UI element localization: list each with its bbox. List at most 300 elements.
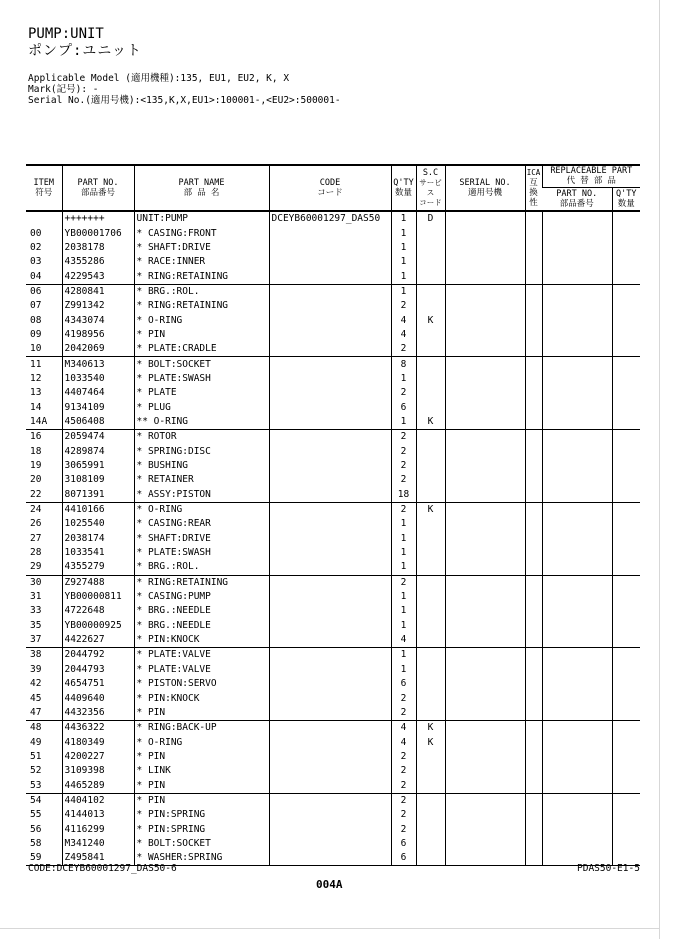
part-name-cell: * ASSY:PISTON [134, 488, 269, 503]
serial-no-cell [445, 211, 525, 226]
service-code-cell: D [416, 211, 445, 226]
item-cell [26, 211, 62, 226]
interchangeability-cell [525, 517, 542, 531]
interchangeability-cell [525, 793, 542, 808]
qty-cell: 6 [391, 851, 416, 866]
replaceable-part-no-cell [542, 648, 612, 663]
part-no-cell: 4200227 [62, 750, 134, 764]
replaceable-part-no-cell [542, 269, 612, 284]
page-title: PUMP:UNIT [28, 26, 104, 42]
service-code-cell [416, 604, 445, 618]
qty-cell: 1 [391, 372, 416, 386]
replaceable-qty-cell [612, 590, 640, 604]
replaceable-part-no-cell [542, 721, 612, 736]
serial-no-cell [445, 590, 525, 604]
part-name-cell: * PIN [134, 750, 269, 764]
part-name-cell: ** O-RING [134, 415, 269, 430]
qty-cell: 2 [391, 822, 416, 836]
code-cell [269, 400, 391, 414]
replaceable-qty-cell [612, 517, 640, 531]
code-cell [269, 502, 391, 517]
interchangeability-cell [525, 226, 542, 240]
qty-cell: 1 [391, 226, 416, 240]
qty-cell: 6 [391, 400, 416, 414]
qty-cell: 1 [391, 648, 416, 663]
interchangeability-cell [525, 633, 542, 648]
serial-no-cell [445, 372, 525, 386]
replaceable-part-no-cell [542, 459, 612, 473]
qty-cell: 2 [391, 445, 416, 459]
serial-no-cell [445, 357, 525, 372]
part-no-cell: 3108109 [62, 473, 134, 487]
replaceable-part-no-cell [542, 241, 612, 255]
page-title-japanese: ポンプ:ユニット [28, 43, 142, 59]
replaceable-qty-cell [612, 430, 640, 445]
col-replaceable-part-no: PART NO. 部品番号 [542, 187, 612, 211]
replaceable-qty-cell [612, 400, 640, 414]
qty-cell: 2 [391, 778, 416, 793]
serial-no-cell [445, 400, 525, 414]
item-cell: 55 [30, 809, 42, 821]
item-cell: 20 [30, 474, 42, 486]
item-cell: 28 [30, 547, 42, 559]
replaceable-qty-cell [612, 837, 640, 851]
part-name-cell: * RING:BACK-UP [134, 721, 269, 736]
qty-cell: 2 [391, 706, 416, 721]
interchangeability-cell [525, 502, 542, 517]
interchangeability-cell [525, 837, 542, 851]
table-row [26, 575, 640, 590]
service-code-cell [416, 575, 445, 590]
part-name-cell: * PIN [134, 706, 269, 721]
replaceable-qty-cell [612, 532, 640, 546]
qty-cell: 1 [391, 590, 416, 604]
serial-no-cell [445, 342, 525, 357]
part-no-cell: 4355279 [62, 560, 134, 575]
service-code-cell [416, 633, 445, 648]
code-cell [269, 793, 391, 808]
code-cell [269, 721, 391, 736]
service-code-cell [416, 226, 445, 240]
col-item: ITEM 符号 [26, 165, 62, 211]
code-cell [269, 255, 391, 269]
part-no-cell: 4144013 [62, 808, 134, 822]
code-cell [269, 663, 391, 677]
replaceable-part-no-cell [542, 502, 612, 517]
serial-no-cell [445, 851, 525, 866]
replaceable-qty-cell [612, 226, 640, 240]
part-no-cell: 4343074 [62, 313, 134, 327]
part-name-cell: * CASING:FRONT [134, 226, 269, 240]
serial-no-cell [445, 822, 525, 836]
replaceable-part-no-cell [542, 488, 612, 503]
replaceable-qty-cell [612, 372, 640, 386]
item-cell: 08 [30, 314, 42, 326]
replaceable-qty-cell [612, 445, 640, 459]
table-row [26, 633, 640, 648]
part-no-cell: 2042069 [62, 342, 134, 357]
part-name-cell: * BRG.:ROL. [134, 284, 269, 299]
part-name-cell: * PLATE:SWASH [134, 372, 269, 386]
interchangeability-cell [525, 604, 542, 618]
part-no-cell: 4654751 [62, 677, 134, 691]
code-cell [269, 560, 391, 575]
item-cell: 49 [30, 736, 42, 748]
part-name-cell: * PIN:KNOCK [134, 633, 269, 648]
replaceable-qty-cell [612, 633, 640, 648]
replaceable-part-no-cell [542, 822, 612, 836]
part-name-cell: * PIN [134, 328, 269, 342]
interchangeability-cell [525, 328, 542, 342]
part-no-cell: Z495841 [62, 851, 134, 866]
serial-no-cell [445, 648, 525, 663]
part-no-cell: 4506408 [62, 415, 134, 430]
part-no-cell: Z927488 [62, 575, 134, 590]
item-cell: 02 [30, 241, 42, 253]
part-name-cell: * RETAINER [134, 473, 269, 487]
interchangeability-cell [525, 706, 542, 721]
replaceable-part-no-cell [542, 590, 612, 604]
part-no-cell: 4410166 [62, 502, 134, 517]
table-row [26, 546, 640, 560]
code-cell [269, 299, 391, 313]
replaceable-part-no-cell [542, 575, 612, 590]
replaceable-qty-cell [612, 721, 640, 736]
item-cell: 30 [26, 575, 62, 590]
interchangeability-cell [525, 372, 542, 386]
part-name-cell: * O-RING [134, 313, 269, 327]
service-code-cell [416, 459, 445, 473]
item-cell: 10 [30, 343, 42, 355]
part-name-cell: * PIN [134, 778, 269, 793]
service-code-cell [416, 619, 445, 633]
table-row [26, 284, 640, 299]
code-cell [269, 750, 391, 764]
service-code-cell [416, 532, 445, 546]
code-cell [269, 546, 391, 560]
part-name-cell: * PLATE:SWASH [134, 546, 269, 560]
serial-no-cell [445, 517, 525, 531]
serial-no-cell [445, 706, 525, 721]
code-cell [269, 372, 391, 386]
service-code-cell [416, 473, 445, 487]
page-edge-right [659, 0, 660, 939]
item-cell: 06 [26, 284, 62, 299]
replaceable-qty-cell [612, 808, 640, 822]
serial-no-cell [445, 269, 525, 284]
replaceable-part-no-cell [542, 619, 612, 633]
serial-no-cell [445, 837, 525, 851]
service-code-cell [416, 750, 445, 764]
service-code-cell [416, 851, 445, 866]
replaceable-part-no-cell [542, 546, 612, 560]
serial-no-cell [445, 604, 525, 618]
item-cell: 54 [26, 793, 62, 808]
table-row [26, 808, 640, 822]
replaceable-qty-cell [612, 502, 640, 517]
mark-line: Mark(記号): - [28, 84, 99, 95]
table-row [26, 386, 640, 400]
qty-cell: 2 [391, 473, 416, 487]
col-replaceable-part: REPLACEABLE PART 代 替 部 品 [542, 165, 640, 187]
replaceable-qty-cell [612, 269, 640, 284]
serial-no-cell [445, 764, 525, 778]
service-code-cell [416, 648, 445, 663]
item-cell: 31 [30, 591, 42, 603]
serial-no-cell [445, 226, 525, 240]
part-name-cell: * PIN:SPRING [134, 808, 269, 822]
replaceable-qty-cell [612, 706, 640, 721]
service-code-cell [416, 837, 445, 851]
code-cell [269, 445, 391, 459]
part-no-cell: Z991342 [62, 299, 134, 313]
qty-cell: 6 [391, 837, 416, 851]
part-name-cell: * PLATE:CRADLE [134, 342, 269, 357]
code-cell [269, 357, 391, 372]
item-cell: 14A [30, 415, 48, 427]
table-row [26, 691, 640, 705]
qty-cell: 1 [391, 546, 416, 560]
serial-no-cell [445, 313, 525, 327]
qty-cell: 1 [391, 269, 416, 284]
qty-cell: 2 [391, 575, 416, 590]
service-code-cell [416, 822, 445, 836]
part-name-cell: * CASING:REAR [134, 517, 269, 531]
service-code-cell [416, 255, 445, 269]
code-cell [269, 459, 391, 473]
part-no-cell: M340613 [62, 357, 134, 372]
item-cell: 13 [30, 387, 42, 399]
code-cell [269, 430, 391, 445]
service-code-cell [416, 677, 445, 691]
replaceable-qty-cell [612, 299, 640, 313]
replaceable-part-no-cell [542, 532, 612, 546]
part-no-cell: +++++++ [62, 211, 134, 226]
col-replaceable-qty: Q'TY 数量 [612, 187, 640, 211]
part-no-cell: 2038178 [62, 241, 134, 255]
part-no-cell: 4465289 [62, 778, 134, 793]
qty-cell: 1 [391, 517, 416, 531]
service-code-cell [416, 269, 445, 284]
replaceable-qty-cell [612, 255, 640, 269]
item-cell: 04 [30, 270, 42, 282]
table-row [26, 793, 640, 808]
code-cell [269, 648, 391, 663]
part-name-cell: * LINK [134, 764, 269, 778]
service-code-cell [416, 284, 445, 299]
replaceable-qty-cell [612, 328, 640, 342]
service-code-cell [416, 430, 445, 445]
item-cell: 33 [30, 605, 42, 617]
part-name-cell: * PLUG [134, 400, 269, 414]
replaceable-part-no-cell [542, 677, 612, 691]
serial-no-cell [445, 633, 525, 648]
replaceable-part-no-cell [542, 328, 612, 342]
replaceable-part-no-cell [542, 255, 612, 269]
interchangeability-cell [525, 532, 542, 546]
table-row [26, 837, 640, 851]
serial-no-cell [445, 546, 525, 560]
col-interchangeability: ICA 互 換 性 [525, 165, 542, 211]
code-cell [269, 691, 391, 705]
service-code-cell [416, 357, 445, 372]
replaceable-part-no-cell [542, 560, 612, 575]
item-cell: 11 [26, 357, 62, 372]
serial-no-cell [445, 750, 525, 764]
part-no-cell: 4722648 [62, 604, 134, 618]
replaceable-qty-cell [612, 691, 640, 705]
part-name-cell: * BRG.:ROL. [134, 560, 269, 575]
replaceable-qty-cell [612, 386, 640, 400]
serial-no-cell [445, 619, 525, 633]
interchangeability-cell [525, 473, 542, 487]
table-row [26, 299, 640, 313]
item-cell: 48 [26, 721, 62, 736]
table-row [26, 619, 640, 633]
replaceable-part-no-cell [542, 357, 612, 372]
serial-no-cell [445, 473, 525, 487]
table-row [26, 560, 640, 575]
part-name-cell: * SPRING:DISC [134, 445, 269, 459]
part-no-cell: 3065991 [62, 459, 134, 473]
replaceable-part-no-cell [542, 299, 612, 313]
interchangeability-cell [525, 415, 542, 430]
replaceable-part-no-cell [542, 691, 612, 705]
serial-no-cell [445, 328, 525, 342]
part-name-cell: * SHAFT:DRIVE [134, 241, 269, 255]
item-cell: 52 [30, 765, 42, 777]
code-cell [269, 386, 391, 400]
code-cell [269, 590, 391, 604]
interchangeability-cell [525, 590, 542, 604]
part-no-cell: 4409640 [62, 691, 134, 705]
part-name-cell: * PIN [134, 793, 269, 808]
table-row [26, 648, 640, 663]
table-row [26, 372, 640, 386]
item-cell: 42 [30, 678, 42, 690]
replaceable-qty-cell [612, 488, 640, 503]
service-code-cell: K [416, 735, 445, 749]
qty-cell: 4 [391, 735, 416, 749]
code-cell [269, 706, 391, 721]
item-cell: 51 [30, 750, 42, 762]
serial-no-cell [445, 488, 525, 503]
part-no-cell: 9134109 [62, 400, 134, 414]
part-name-cell: * CASING:PUMP [134, 590, 269, 604]
code-cell [269, 735, 391, 749]
code-cell [269, 619, 391, 633]
qty-cell: 1 [391, 211, 416, 226]
serial-no-cell [445, 677, 525, 691]
interchangeability-cell [525, 575, 542, 590]
replaceable-part-no-cell [542, 415, 612, 430]
serial-no-cell [445, 793, 525, 808]
table-row [26, 822, 640, 836]
part-no-cell: 1025540 [62, 517, 134, 531]
part-no-cell: 2044793 [62, 663, 134, 677]
serial-no-cell [445, 241, 525, 255]
serial-line: Serial No.(適用号機):<135,K,X,EU1>:100001-,<EU2>:500001- [28, 95, 341, 106]
table-row [26, 445, 640, 459]
table-row [26, 241, 640, 255]
part-name-cell: * RACE:INNER [134, 255, 269, 269]
interchangeability-cell [525, 546, 542, 560]
replaceable-qty-cell [612, 211, 640, 226]
serial-no-cell [445, 386, 525, 400]
qty-cell: 2 [391, 386, 416, 400]
qty-cell: 2 [391, 808, 416, 822]
code-cell [269, 764, 391, 778]
table-row [26, 517, 640, 531]
part-no-cell: YB00001706 [62, 226, 134, 240]
replaceable-part-no-cell [542, 735, 612, 749]
replaceable-part-no-cell [542, 386, 612, 400]
qty-cell: 4 [391, 328, 416, 342]
code-cell [269, 415, 391, 430]
part-name-cell: * BRG.:NEEDLE [134, 604, 269, 618]
code-cell [269, 328, 391, 342]
replaceable-part-no-cell [542, 663, 612, 677]
interchangeability-cell [525, 822, 542, 836]
serial-no-cell [445, 778, 525, 793]
table-row [26, 400, 640, 414]
serial-no-cell [445, 502, 525, 517]
replaceable-part-no-cell [542, 604, 612, 618]
table-row [26, 590, 640, 604]
interchangeability-cell [525, 619, 542, 633]
interchangeability-cell [525, 299, 542, 313]
service-code-cell [416, 764, 445, 778]
service-code-cell [416, 342, 445, 357]
part-name-cell: * BOLT:SOCKET [134, 357, 269, 372]
applicable-model: Applicable Model (適用機種):135, EU1, EU2, K, X [28, 73, 290, 84]
code-cell [269, 241, 391, 255]
service-code-cell: K [416, 415, 445, 430]
part-name-cell: * O-RING [134, 502, 269, 517]
item-cell: 27 [30, 532, 42, 544]
interchangeability-cell [525, 764, 542, 778]
col-part-no: PART NO. 部品番号 [62, 165, 134, 211]
table-row [26, 735, 640, 749]
table-row [26, 415, 640, 430]
col-part-name: PART NAME 部 品 名 [134, 165, 269, 211]
serial-no-cell [445, 560, 525, 575]
interchangeability-cell [525, 255, 542, 269]
table-row [26, 430, 640, 445]
item-cell: 18 [30, 445, 42, 457]
part-name-cell: * PLATE:VALVE [134, 663, 269, 677]
qty-cell: 1 [391, 663, 416, 677]
part-name-cell: * BRG.:NEEDLE [134, 619, 269, 633]
part-no-cell: 1033540 [62, 372, 134, 386]
interchangeability-cell [525, 342, 542, 357]
replaceable-part-no-cell [542, 211, 612, 226]
item-cell: 47 [30, 706, 42, 718]
item-cell: 38 [26, 648, 62, 663]
service-code-cell: K [416, 721, 445, 736]
service-code-cell [416, 560, 445, 575]
qty-cell: 2 [391, 793, 416, 808]
page-number: 004A [316, 878, 343, 891]
item-cell: 53 [30, 779, 42, 791]
service-code-cell [416, 691, 445, 705]
replaceable-part-no-cell [542, 430, 612, 445]
qty-cell: 2 [391, 299, 416, 313]
replaceable-qty-cell [612, 750, 640, 764]
table-row [26, 226, 640, 240]
qty-cell: 2 [391, 750, 416, 764]
serial-no-cell [445, 445, 525, 459]
